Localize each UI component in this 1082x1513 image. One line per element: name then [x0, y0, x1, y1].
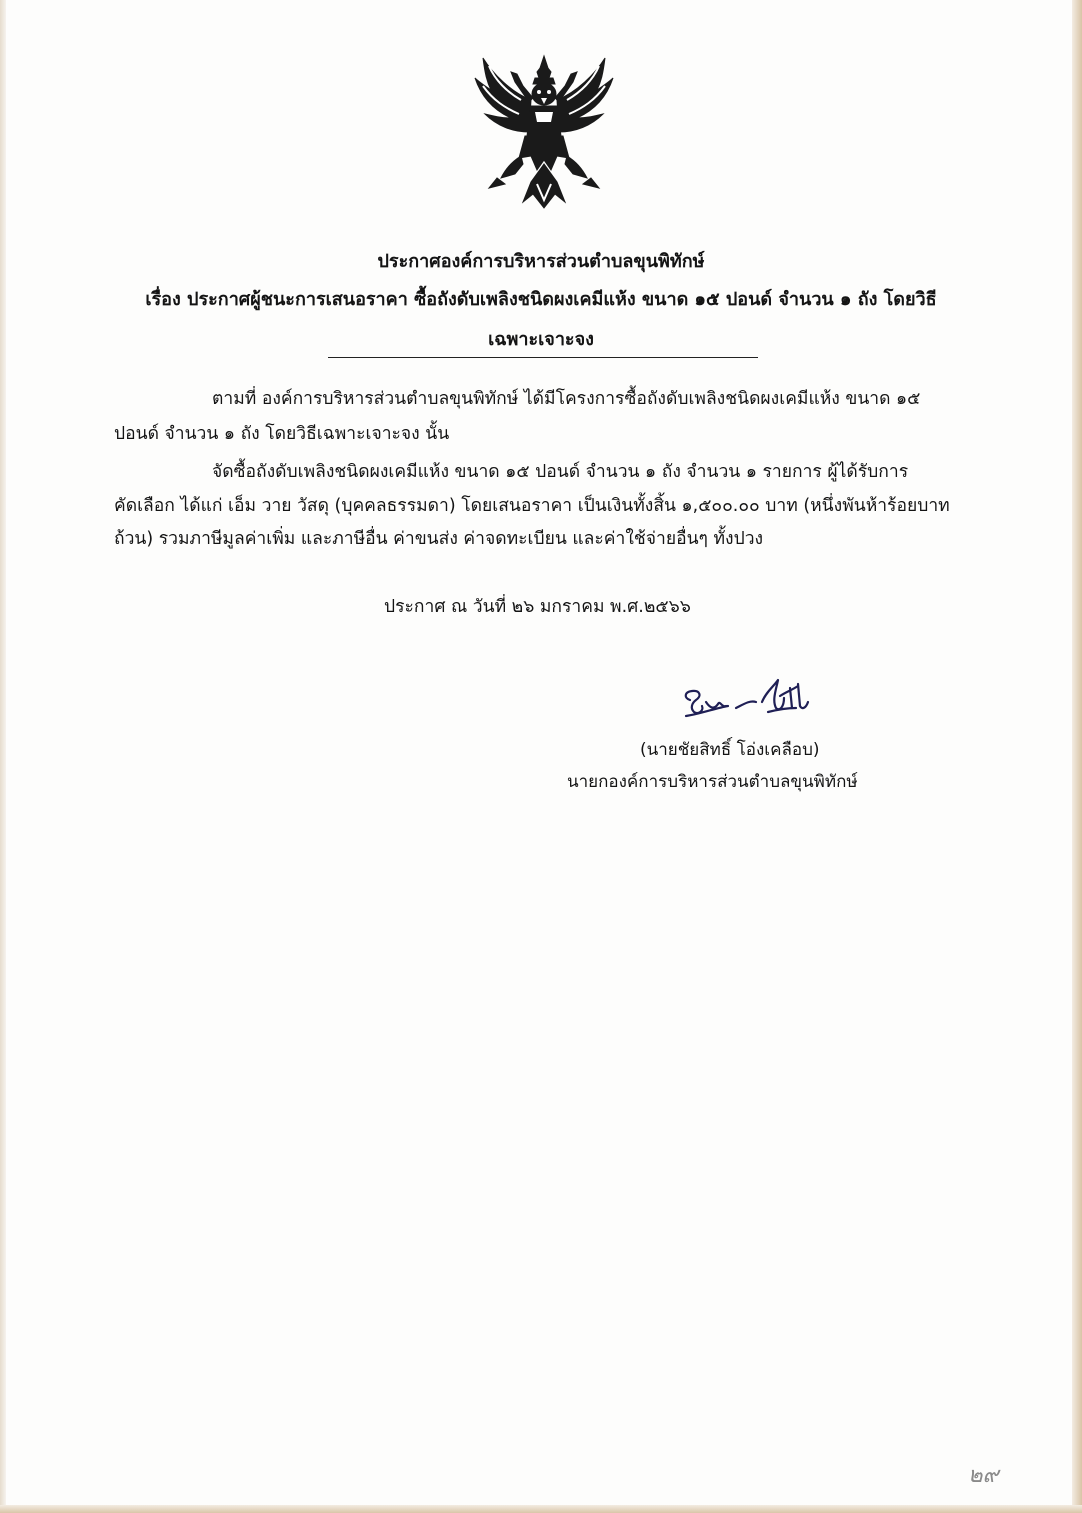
- paragraph-1-line-2: ปอนด์ จำนวน ๑ ถัง โดยวิธีเฉพาะเจาะจง นั้น: [114, 424, 450, 444]
- paragraph-2-line-3: ถ้วน) รวมภาษีมูลค่าเพิ่ม และภาษีอื่น ค่าขนส่ง ค่าจดทะเบียน และค่าใช้จ่ายอื่นๆ ทั้งปวง: [114, 529, 764, 549]
- page-number: ๒๙: [968, 1463, 999, 1488]
- scan-edge-left: [0, 0, 6, 1513]
- paragraph-2-line-1: จัดซื้อถังดับเพลิงชนิดผงเคมีแห้ง ขนาด ๑๕ ปอนด์ จำนวน ๑ ถัง จำนวน ๑ รายการ ผู้ได้รับการ: [212, 462, 909, 482]
- paragraph-1-line-1: ตามที่ องค์การบริหารส่วนตำบลขุนพิทักษ์ ได้มีโครงการซื้อถังดับเพลิงชนิดผงเคมีแห้ง ขนาด ๑๕: [212, 389, 921, 409]
- title-divider: [328, 357, 758, 358]
- announcement-title: ประกาศองค์การบริหารส่วนตำบลขุนพิทักษ์: [377, 251, 705, 272]
- signatory-name: (นายชัยสิทธิ์ โอ่งเคลือบ): [640, 740, 820, 760]
- announcement-subject-continued: เฉพาะเจาะจง: [488, 329, 594, 350]
- announcement-date: ประกาศ ณ วันที่ ๒๖ มกราคม พ.ศ.๒๕๖๖: [384, 597, 691, 617]
- signature-icon: [680, 678, 820, 726]
- paragraph-2-line-2: คัดเลือก ได้แก่ เอ็ม วาย วัสดุ (บุคคลธรรมดา) โดยเสนอราคา เป็นเงินทั้งสิ้น ๑,๕๐๐.๐๐ บาท (หนึ่งพันห้าร้อยบาท: [114, 496, 950, 516]
- signatory-position: นายกองค์การบริหารส่วนตำบลขุนพิทักษ์: [567, 772, 858, 792]
- scan-edge-right: [1072, 0, 1082, 1513]
- scan-edge-bottom: [0, 1505, 1082, 1513]
- garuda-emblem-icon: [471, 52, 617, 212]
- announcement-subject: เรื่อง ประกาศผู้ชนะการเสนอราคา ซื้อถังดับเพลิงชนิดผงเคมีแห้ง ขนาด ๑๕ ปอนด์ จำนวน ๑ ถัง โดยวิธี: [145, 289, 937, 310]
